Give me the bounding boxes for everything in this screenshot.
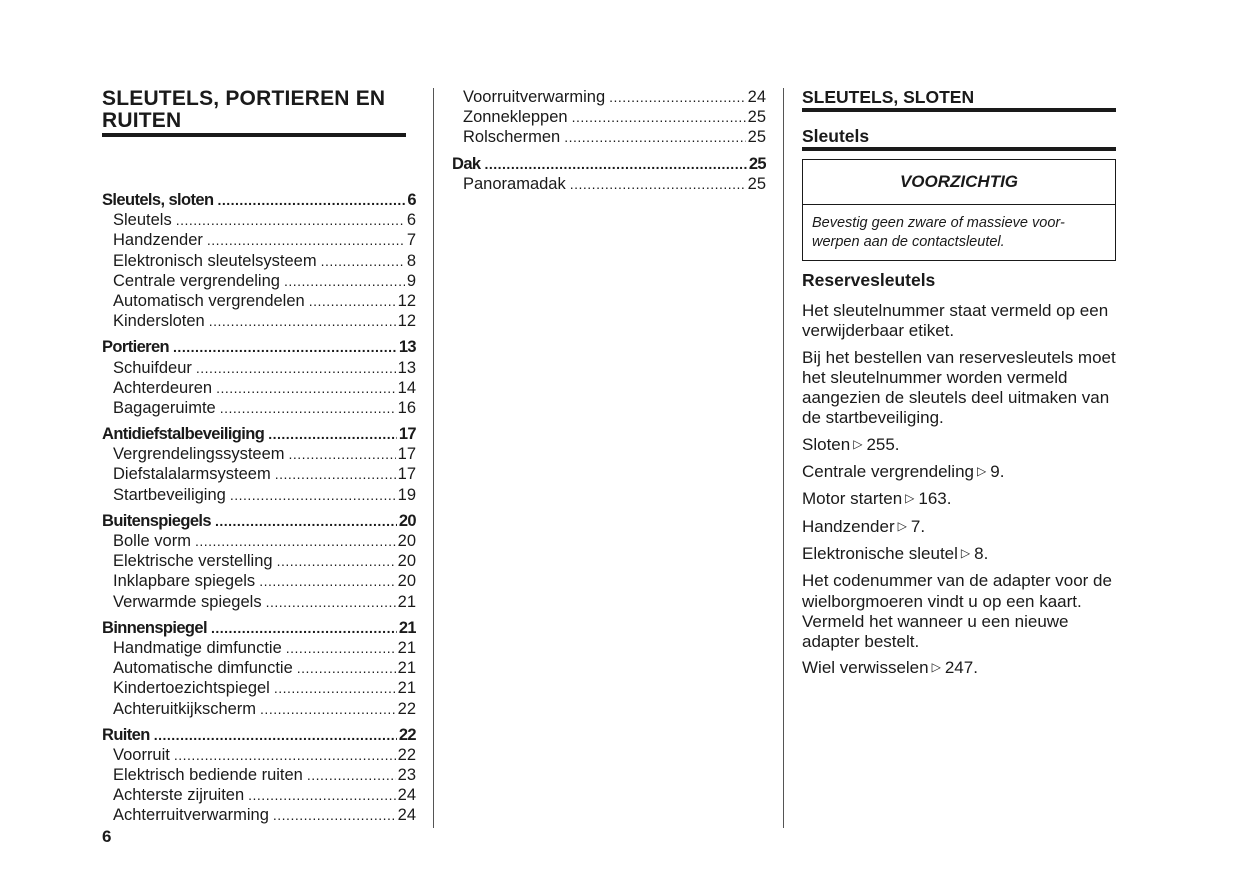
reference-label: Handzender bbox=[802, 516, 895, 536]
toc-group bbox=[102, 338, 416, 419]
toc-item[interactable] bbox=[102, 445, 416, 465]
toc-page-number: 21 bbox=[397, 679, 416, 698]
toc-page-number: 7 bbox=[406, 231, 416, 250]
reference-link[interactable] bbox=[802, 435, 1120, 456]
toc-item[interactable] bbox=[102, 700, 416, 720]
toc-leader-dots bbox=[273, 807, 396, 823]
toc-page-number: 8 bbox=[406, 251, 416, 270]
toc-leader-dots bbox=[211, 620, 397, 636]
toc-label: Zonnekleppen bbox=[463, 108, 568, 127]
toc-leader-dots bbox=[286, 640, 396, 656]
caution-box bbox=[802, 159, 1116, 261]
toc-page-number: 22 bbox=[397, 745, 416, 764]
reference-page: 247. bbox=[944, 658, 978, 678]
reference-list bbox=[802, 435, 1120, 565]
toc-label: Handmatige dimfunctie bbox=[113, 638, 282, 657]
toc-group bbox=[102, 726, 416, 827]
toc-item[interactable] bbox=[102, 359, 416, 379]
toc-page-number: 13 bbox=[398, 338, 416, 357]
toc-label: Portieren bbox=[102, 338, 170, 357]
toc-leader-dots bbox=[268, 426, 397, 442]
toc-label: Binnenspiegel bbox=[102, 618, 207, 637]
caution-text bbox=[803, 205, 1115, 252]
toc-page-number: 21 bbox=[397, 659, 416, 678]
toc-label: Kindersloten bbox=[113, 312, 205, 331]
toc-leader-dots bbox=[196, 360, 396, 376]
toc-label: Diefstalalarmsysteem bbox=[113, 465, 271, 484]
toc-label: Rolschermen bbox=[463, 128, 561, 147]
toc-leader-dots bbox=[284, 273, 405, 289]
reference-label: Motor starten bbox=[802, 489, 903, 509]
toc-label: Kindertoezichtspiegel bbox=[113, 679, 270, 698]
toc-label: Vergrendelingssysteem bbox=[113, 445, 285, 464]
toc-label: Voorruit bbox=[113, 745, 170, 764]
section-title: SLEUTELS, SLOTEN bbox=[802, 88, 1116, 112]
toc-item[interactable] bbox=[102, 679, 416, 699]
toc-item[interactable] bbox=[102, 252, 416, 272]
toc-page-number: 16 bbox=[397, 398, 416, 417]
caution-text-line: werpen aan de contactsleutel. bbox=[812, 234, 1005, 250]
reference-page: 7. bbox=[910, 516, 926, 536]
toc-heading[interactable] bbox=[102, 512, 416, 532]
toc-page-number: 9 bbox=[406, 271, 416, 290]
toc-leader-dots bbox=[259, 573, 395, 589]
toc-leader-dots bbox=[609, 89, 746, 105]
paragraph: Het sleutelnummer staat vermeld op een verwijderbaar etiket. bbox=[802, 301, 1109, 341]
subsection-title: Sleutels bbox=[802, 127, 1116, 151]
toc-page-number: 25 bbox=[747, 174, 766, 193]
toc-leader-dots bbox=[209, 313, 396, 329]
toc-leader-dots bbox=[277, 553, 396, 569]
paragraph: Bij het bestellen van reservesleutels moet het sleutelnummer worden vermeld aangezien de sleutels deel uitmaken van de startbeveiliging. bbox=[802, 347, 1116, 428]
toc-group bbox=[102, 425, 416, 506]
reference-link[interactable] bbox=[802, 544, 1120, 565]
page-title: SLEUTELS, PORTIEREN EN RUITEN bbox=[102, 88, 406, 137]
toc-page-number: 24 bbox=[747, 88, 766, 106]
reference-page: 255. bbox=[866, 434, 900, 454]
toc-item[interactable] bbox=[102, 746, 416, 766]
toc-label: Sleutels bbox=[113, 211, 172, 230]
toc-leader-dots bbox=[248, 787, 396, 803]
reference-page: 163. bbox=[918, 489, 952, 509]
toc-item[interactable] bbox=[452, 128, 766, 148]
toc-page-number: 20 bbox=[397, 552, 416, 571]
toc-label: Achterdeuren bbox=[113, 378, 213, 397]
arrow-right-icon: ▷ bbox=[977, 464, 987, 479]
toc-item[interactable] bbox=[102, 593, 416, 613]
toc-page-number: 12 bbox=[397, 291, 416, 310]
toc-page-number: 24 bbox=[397, 786, 416, 805]
column-divider bbox=[433, 88, 434, 828]
toc-page-number: 20 bbox=[397, 532, 416, 550]
toc-label: Antidiefstalbeveiliging bbox=[102, 425, 265, 444]
toc-leader-dots bbox=[564, 129, 745, 145]
toc-item[interactable] bbox=[102, 639, 416, 659]
toc-item[interactable] bbox=[102, 766, 416, 786]
toc-label: Elektrische verstelling bbox=[113, 552, 273, 571]
toc-leader-dots bbox=[260, 701, 396, 717]
toc-leader-dots bbox=[309, 293, 396, 309]
toc-leader-dots bbox=[154, 727, 397, 743]
toc-label: Bolle vorm bbox=[113, 532, 191, 550]
toc-leader-dots bbox=[176, 212, 405, 228]
table-of-contents bbox=[102, 191, 416, 833]
toc-leader-dots bbox=[266, 594, 396, 610]
toc-item[interactable] bbox=[102, 659, 416, 679]
toc-leader-dots bbox=[484, 156, 746, 172]
toc-label: Automatische dimfunctie bbox=[113, 659, 293, 678]
toc-group bbox=[102, 512, 416, 613]
toc-item[interactable] bbox=[102, 379, 416, 399]
toc-heading[interactable] bbox=[102, 425, 416, 445]
spare-keys-heading: Reservesleutels bbox=[802, 270, 936, 290]
toc-label: Buitenspiegels bbox=[102, 511, 211, 530]
toc-page-number: 25 bbox=[747, 108, 766, 127]
toc-group bbox=[452, 88, 766, 149]
reference-label: Centrale vergrendeling bbox=[802, 462, 974, 482]
toc-item[interactable] bbox=[102, 486, 416, 506]
toc-leader-dots bbox=[297, 660, 396, 676]
toc-label: Startbeveiliging bbox=[113, 485, 226, 504]
toc-leader-dots bbox=[307, 767, 396, 783]
toc-item[interactable] bbox=[102, 572, 416, 592]
toc-leader-dots bbox=[174, 747, 396, 763]
toc-label: Elektronisch sleutelsysteem bbox=[113, 251, 317, 270]
arrow-right-icon: ▷ bbox=[960, 545, 971, 560]
toc-page-number: 17 bbox=[398, 425, 416, 444]
toc-group bbox=[452, 155, 766, 195]
arrow-right-icon: ▷ bbox=[905, 491, 915, 506]
toc-label: Achterruitverwarming bbox=[113, 806, 269, 825]
toc-page-number: 6 bbox=[406, 211, 416, 230]
toc-leader-dots bbox=[321, 253, 405, 269]
toc-label: Achterste zijruiten bbox=[113, 786, 245, 805]
toc-page-number: 14 bbox=[397, 378, 416, 397]
toc-leader-dots bbox=[216, 380, 396, 396]
toc-label: Achteruitkijkscherm bbox=[113, 699, 257, 718]
toc-leader-dots bbox=[173, 339, 397, 355]
reference-page: 9. bbox=[990, 462, 1005, 482]
toc-item[interactable] bbox=[102, 312, 416, 332]
toc-item[interactable] bbox=[102, 532, 416, 552]
reference-label: Elektronische sleutel bbox=[802, 543, 958, 563]
toc-label: Automatisch vergrendelen bbox=[113, 291, 305, 310]
toc-label: Sleutels, sloten bbox=[102, 191, 214, 209]
toc-group bbox=[102, 619, 416, 720]
toc-item[interactable] bbox=[452, 175, 766, 195]
paragraph: Het codenummer van de adapter voor de wielborgmoeren vindt u op een kaart. Vermeld het wanneer u een nieuwe adapter bestelt. bbox=[802, 571, 1112, 652]
toc-page-number: 22 bbox=[398, 725, 416, 744]
toc-page-number: 17 bbox=[397, 465, 416, 484]
table-of-contents-continued bbox=[452, 88, 766, 201]
toc-label: Schuifdeur bbox=[113, 358, 192, 377]
reference-link[interactable] bbox=[802, 489, 1120, 510]
toc-page-number: 6 bbox=[407, 191, 416, 209]
toc-page-number: 21 bbox=[397, 592, 416, 611]
toc-item[interactable] bbox=[102, 552, 416, 572]
caution-title: VOORZICHTIG bbox=[803, 160, 1115, 205]
toc-leader-dots bbox=[570, 176, 746, 192]
reference-label: Sloten bbox=[802, 434, 851, 454]
toc-leader-dots bbox=[275, 466, 396, 482]
toc-label: Elektrisch bediende ruiten bbox=[113, 766, 303, 785]
body-text bbox=[802, 301, 1120, 686]
toc-page-number: 12 bbox=[397, 312, 416, 331]
toc-page-number: 19 bbox=[397, 485, 416, 504]
toc-label: Voorruitverwarming bbox=[463, 88, 606, 106]
toc-label: Bagageruimte bbox=[113, 398, 216, 417]
toc-group bbox=[102, 191, 416, 332]
toc-page-number: 17 bbox=[397, 445, 416, 464]
toc-heading[interactable] bbox=[102, 726, 416, 746]
reference-page: 8. bbox=[974, 543, 989, 563]
toc-leader-dots bbox=[230, 487, 396, 503]
arrow-right-icon: ▷ bbox=[897, 518, 907, 533]
toc-leader-dots bbox=[220, 400, 396, 416]
arrow-right-icon: ▷ bbox=[931, 660, 941, 675]
reference-link[interactable] bbox=[802, 658, 1120, 679]
toc-item[interactable] bbox=[102, 786, 416, 806]
toc-item[interactable] bbox=[102, 211, 416, 231]
toc-page-number: 21 bbox=[398, 618, 416, 637]
toc-heading[interactable] bbox=[452, 155, 766, 175]
toc-leader-dots bbox=[289, 446, 396, 462]
toc-item[interactable] bbox=[102, 465, 416, 485]
toc-page-number: 20 bbox=[397, 572, 416, 591]
toc-leader-dots bbox=[217, 192, 405, 208]
toc-leader-dots bbox=[195, 533, 396, 549]
reference-label: Wiel verwisselen bbox=[802, 658, 929, 678]
toc-page-number: 21 bbox=[397, 638, 416, 657]
toc-heading[interactable] bbox=[102, 191, 416, 211]
toc-leader-dots bbox=[572, 109, 746, 125]
toc-item[interactable] bbox=[102, 292, 416, 312]
toc-leader-dots bbox=[215, 513, 397, 529]
toc-label: Centrale vergrendeling bbox=[113, 271, 280, 290]
toc-page-number: 22 bbox=[397, 699, 416, 718]
toc-label: Dak bbox=[452, 154, 481, 173]
toc-item[interactable] bbox=[452, 88, 766, 108]
toc-leader-dots bbox=[274, 680, 396, 696]
caution-text-line: Bevestig geen zware of massieve voor- bbox=[812, 215, 1065, 231]
toc-heading[interactable] bbox=[102, 619, 416, 639]
toc-label: Inklapbare spiegels bbox=[113, 572, 256, 591]
column-divider bbox=[783, 88, 784, 828]
toc-page-number: 25 bbox=[748, 154, 766, 173]
page-number: 6 bbox=[102, 827, 112, 846]
toc-item[interactable] bbox=[452, 108, 766, 128]
toc-item[interactable] bbox=[102, 806, 416, 826]
toc-page-number: 20 bbox=[398, 511, 416, 530]
reference-link[interactable] bbox=[802, 517, 1120, 538]
toc-item[interactable] bbox=[102, 272, 416, 292]
toc-label: Ruiten bbox=[102, 725, 150, 744]
toc-page-number: 25 bbox=[747, 128, 766, 147]
toc-page-number: 24 bbox=[397, 806, 416, 825]
toc-item[interactable] bbox=[102, 399, 416, 419]
toc-page-number: 13 bbox=[397, 358, 416, 377]
arrow-right-icon: ▷ bbox=[853, 436, 863, 451]
toc-heading[interactable] bbox=[102, 338, 416, 358]
toc-label: Panoramadak bbox=[463, 174, 566, 193]
toc-leader-dots bbox=[207, 232, 405, 248]
toc-label: Handzender bbox=[113, 231, 203, 250]
toc-item[interactable] bbox=[102, 231, 416, 251]
toc-label: Verwarmde spiegels bbox=[113, 592, 262, 611]
toc-page-number: 23 bbox=[397, 766, 416, 785]
reference-link[interactable] bbox=[802, 462, 1120, 483]
